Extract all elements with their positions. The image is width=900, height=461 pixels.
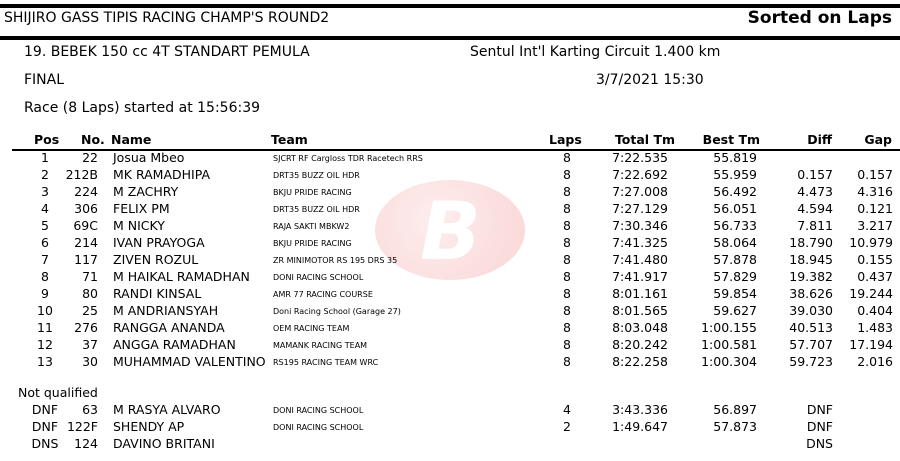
table-row	[0, 167, 900, 184]
cell-name: M ANDRIANSYAH	[113, 303, 219, 318]
cell-team: AMR 77 RACING COURSE	[273, 290, 373, 299]
cell-team: SJCRT RF Cargloss TDR Racetech RRS	[273, 154, 423, 163]
cell-laps: 8	[563, 218, 571, 233]
cell-no: 276	[74, 320, 98, 335]
col-best: Best Tm	[702, 132, 760, 147]
cell-best: 57.878	[713, 252, 757, 267]
cell-total: 7:41.917	[612, 269, 668, 284]
cell-total: 8:01.161	[612, 286, 668, 301]
watermark-logo: B	[375, 180, 525, 280]
cell-laps: 8	[563, 150, 571, 165]
cell-best: 57.829	[713, 269, 757, 284]
cell-total: 8:01.565	[612, 303, 668, 318]
cell-team: DRT35 BUZZ OIL HDR	[273, 205, 360, 214]
cell-laps: 8	[563, 320, 571, 335]
cell-name: SHENDY AP	[113, 419, 185, 434]
cell-laps: 8	[563, 286, 571, 301]
cell-diff: 57.707	[789, 337, 833, 352]
cell-gap: 0.437	[857, 269, 893, 284]
cell-laps: 8	[563, 337, 571, 352]
table-row	[0, 252, 900, 269]
cell-diff: DNF	[806, 402, 833, 417]
cell-name: M ZACHRY	[113, 184, 179, 199]
table-row	[0, 218, 900, 235]
col-team: Team	[271, 132, 308, 147]
col-gap: Gap	[864, 132, 892, 147]
cell-no: 63	[82, 402, 98, 417]
cell-pos: 1	[41, 150, 49, 165]
cell-best: 55.959	[713, 167, 757, 182]
cell-best: 55.819	[713, 150, 757, 165]
cell-pos: 10	[37, 303, 53, 318]
cell-total: 7:41.325	[612, 235, 668, 250]
cell-no: 212B	[65, 167, 98, 182]
cell-total: 1:49.647	[612, 419, 668, 434]
cell-name: RANGGA ANANDA	[113, 320, 225, 335]
cell-pos: 7	[41, 252, 49, 267]
cell-no: 117	[74, 252, 98, 267]
cell-name: M HAIKAL RAMADHAN	[113, 269, 250, 284]
cell-best: 59.627	[713, 303, 757, 318]
cell-name: M RASYA ALVARO	[113, 402, 221, 417]
cell-pos: 5	[41, 218, 49, 233]
cell-no: 306	[74, 201, 98, 216]
cell-gap: 0.121	[857, 201, 893, 216]
table-row	[0, 184, 900, 201]
cell-total: 8:03.048	[612, 320, 668, 335]
cell-team: DONI RACING SCHOOL	[273, 273, 364, 282]
cell-gap: 2.016	[857, 354, 893, 369]
cell-team: DONI RACING SCHOOL	[273, 423, 364, 432]
cell-no: 124	[74, 436, 98, 451]
cell-best: 1:00.304	[701, 354, 757, 369]
cell-total: 7:22.692	[612, 167, 668, 182]
cell-total: 3:43.336	[612, 402, 668, 417]
cell-team: Doni Racing School (Garage 27)	[273, 307, 401, 316]
cell-diff: 18.945	[789, 252, 833, 267]
cell-team: DONI RACING SCHOOL	[273, 406, 364, 415]
cell-laps: 2	[563, 419, 571, 434]
cell-pos: 3	[41, 184, 49, 199]
cell-team: DRT35 BUZZ OIL HDR	[273, 171, 360, 180]
cell-gap: 17.194	[849, 337, 893, 352]
cell-diff: 59.723	[789, 354, 833, 369]
table-row	[0, 320, 900, 337]
cell-pos: 9	[41, 286, 49, 301]
cell-best: 56.897	[713, 402, 757, 417]
cell-pos: 4	[41, 201, 49, 216]
cell-diff: DNF	[806, 419, 833, 434]
cell-no: 224	[74, 184, 98, 199]
col-total: Total Tm	[614, 132, 675, 147]
cell-gap: 1.483	[857, 320, 893, 335]
cell-name: M NICKY	[113, 218, 165, 233]
cell-diff: 38.626	[789, 286, 833, 301]
cell-name: ANGGA RAMADHAN	[113, 337, 236, 352]
cell-diff: 0.157	[797, 167, 833, 182]
col-pos: Pos	[34, 132, 60, 147]
table-row	[0, 303, 900, 320]
cell-total: 8:22.258	[612, 354, 668, 369]
cell-total: 7:22.535	[612, 150, 668, 165]
cell-laps: 8	[563, 235, 571, 250]
table-row	[0, 402, 900, 419]
cell-best: 56.051	[713, 201, 757, 216]
cell-no: 69C	[73, 218, 98, 233]
cell-laps: 8	[563, 167, 571, 182]
cell-total: 7:27.129	[612, 201, 668, 216]
cell-diff: 19.382	[789, 269, 833, 284]
cell-gap: 10.979	[849, 235, 893, 250]
col-laps: Laps	[549, 132, 582, 147]
not-qualified-label: Not qualified	[18, 385, 98, 400]
cell-best: 59.854	[713, 286, 757, 301]
cell-diff: DNS	[806, 436, 833, 451]
col-diff: Diff	[807, 132, 832, 147]
cell-diff: 4.594	[797, 201, 833, 216]
cell-team: OEM RACING TEAM	[273, 324, 350, 333]
table-row	[0, 337, 900, 354]
cell-total: 7:30.346	[612, 218, 668, 233]
session: FINAL	[24, 72, 65, 88]
cell-laps: 8	[563, 184, 571, 199]
cell-team: RAJA SAKTI MBKW2	[273, 222, 350, 231]
cell-best: 58.064	[713, 235, 757, 250]
cell-team: BKJU PRIDE RACING	[273, 188, 352, 197]
table-row	[0, 286, 900, 303]
cell-laps: 8	[563, 252, 571, 267]
cell-gap: 4.316	[857, 184, 893, 199]
cell-gap: 0.404	[857, 303, 893, 318]
table-row	[0, 269, 900, 286]
cell-laps: 4	[563, 402, 571, 417]
cell-laps: 8	[563, 269, 571, 284]
cell-best: 1:00.581	[701, 337, 757, 352]
cell-pos: DNS	[31, 436, 59, 451]
cell-gap: 0.155	[857, 252, 893, 267]
cell-team: BKJU PRIDE RACING	[273, 239, 352, 248]
cell-no: 71	[82, 269, 98, 284]
cell-total: 8:20.242	[612, 337, 668, 352]
title-rule	[0, 36, 900, 40]
cell-name: ZIVEN ROZUL	[113, 252, 199, 267]
cell-diff: 18.790	[789, 235, 833, 250]
cell-diff: 39.030	[789, 303, 833, 318]
cell-name: DAVINO BRITANI	[113, 436, 215, 451]
cell-no: 80	[82, 286, 98, 301]
cell-diff: 7.811	[797, 218, 833, 233]
cell-name: FELIX PM	[113, 201, 170, 216]
cell-laps: 8	[563, 354, 571, 369]
cell-pos: 12	[37, 337, 53, 352]
cell-name: MUHAMMAD VALENTINO	[113, 354, 266, 369]
cell-gap: 19.244	[849, 286, 893, 301]
cell-pos: 8	[41, 269, 49, 284]
cell-best: 57.873	[713, 419, 757, 434]
cell-team: ZR MINIMOTOR RS 195 DRS 35	[273, 256, 398, 265]
cell-name: RANDI KINSAL	[113, 286, 202, 301]
cell-best: 56.492	[713, 184, 757, 199]
cell-pos: 13	[37, 354, 53, 369]
cell-name: MK RAMADHIPA	[113, 167, 211, 182]
cell-laps: 8	[563, 201, 571, 216]
cell-diff: 4.473	[797, 184, 833, 199]
cell-pos: DNF	[31, 419, 59, 434]
cell-pos: 11	[37, 320, 53, 335]
cell-pos: DNF	[31, 402, 59, 417]
cell-pos: 6	[41, 235, 49, 250]
cell-no: 122F	[66, 419, 98, 434]
table-row	[0, 150, 900, 167]
table-row	[0, 354, 900, 371]
cell-gap: 3.217	[857, 218, 893, 233]
cell-pos: 2	[41, 167, 49, 182]
circuit: Sentul Int'l Karting Circuit 1.400 km	[470, 44, 721, 60]
cell-total: 7:41.480	[612, 252, 668, 267]
race-info: Race (8 Laps) started at 15:56:39	[24, 100, 261, 116]
col-name: Name	[111, 132, 152, 147]
cell-best: 56.733	[713, 218, 757, 233]
cell-diff: 40.513	[789, 320, 833, 335]
table-row	[0, 235, 900, 252]
cell-no: 25	[82, 303, 98, 318]
cell-gap: 0.157	[857, 167, 893, 182]
datetime: 3/7/2021 15:30	[596, 72, 704, 88]
table-row	[0, 436, 900, 453]
table-row	[0, 201, 900, 218]
cell-no: 214	[74, 235, 98, 250]
cell-team: MAMANK RACING TEAM	[273, 341, 368, 350]
cell-no: 22	[82, 150, 98, 165]
cell-name: IVAN PRAYOGA	[113, 235, 205, 250]
col-no: No.	[81, 132, 105, 147]
event-title: SHIJIRO GASS TIPIS RACING CHAMP'S ROUND2	[4, 10, 330, 26]
table-row	[0, 419, 900, 436]
sort-label: Sorted on Laps	[747, 8, 892, 28]
class-name: 19. BEBEK 150 cc 4T STANDART PEMULA	[24, 44, 310, 60]
cell-name: Josua Mbeo	[113, 150, 185, 165]
cell-laps: 8	[563, 303, 571, 318]
cell-total: 7:27.008	[612, 184, 668, 199]
cell-team: RS195 RACING TEAM WRC	[273, 358, 379, 367]
cell-no: 37	[82, 337, 98, 352]
cell-no: 30	[82, 354, 98, 369]
cell-best: 1:00.155	[701, 320, 757, 335]
